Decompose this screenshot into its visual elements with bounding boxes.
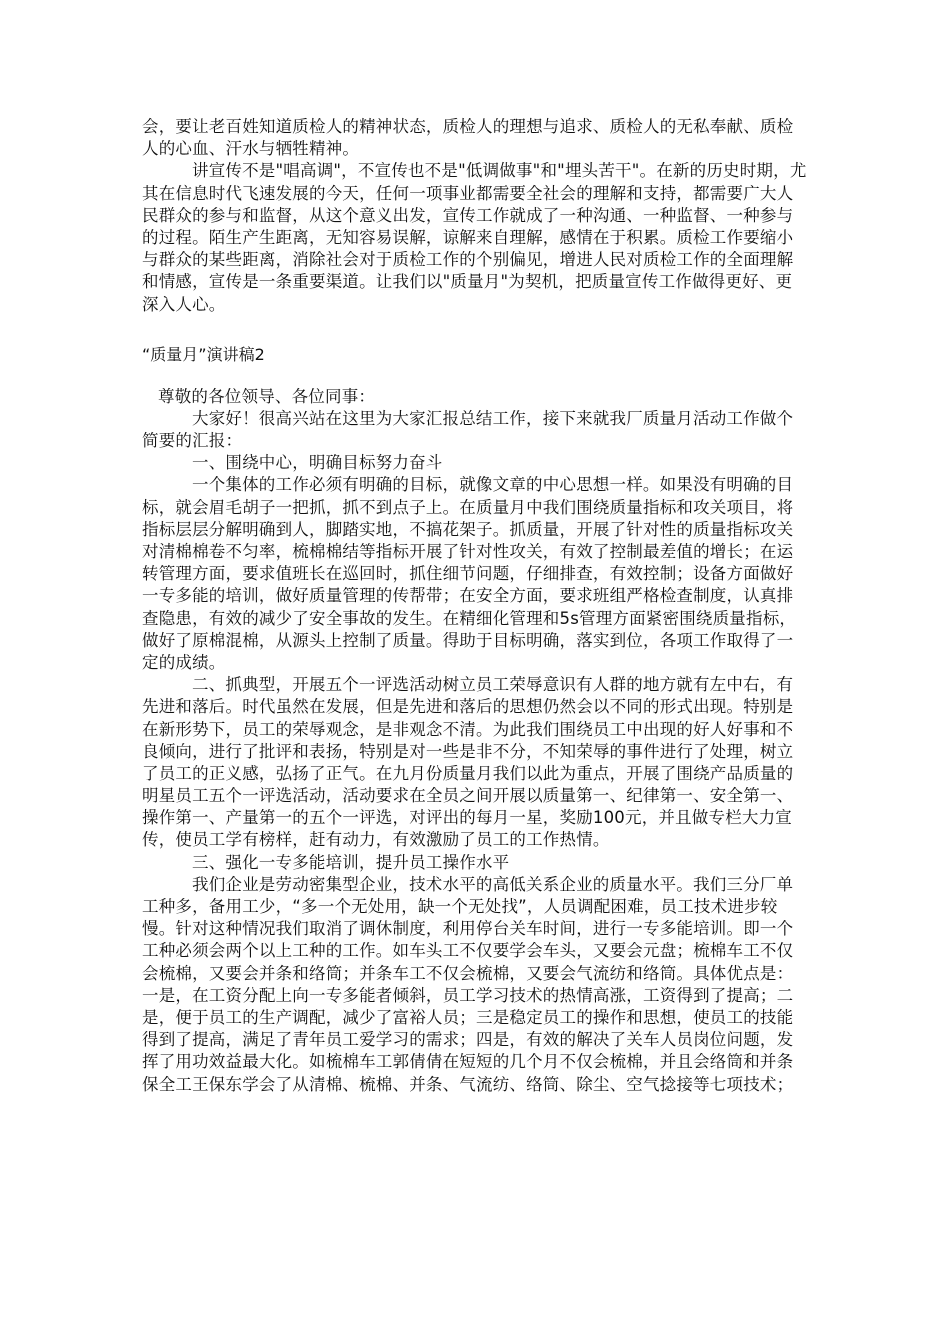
- text-line: 了员工的正义感，弘扬了正气。在九月份质量月我们以此为重点，开展了围绕产品质量的: [142, 763, 794, 783]
- text-line: 与群众的某些距离，消除社会对于质检工作的个别偏见，增进人民对质检工作的全面理解: [142, 250, 794, 270]
- text-line: 简要的汇报：: [142, 431, 243, 451]
- text-line: 良倾向，进行了批评和表扬，特别是对一些是非不分，不知荣辱的事件进行了处理，树立: [142, 741, 794, 761]
- text-line: 指标层层分解明确到人，脚踏实地，不搞花架子。抓质量，开展了针对性的质量指标攻关: [142, 519, 794, 539]
- text-line: 民群众的参与和监督，从这个意义出发，宣传工作就成了一种沟通、一种监督、一种参与: [142, 205, 794, 225]
- subheading-three: 三、强化一专多能培训，提升员工操作水平: [192, 852, 510, 872]
- text-line: 定的成绩。: [142, 652, 226, 672]
- text-line: 慢。针对这种情况我们取消了调休制度，利用停台关车时间，进行一专多能培训。即一个: [142, 919, 794, 939]
- paragraph-goals: [142, 474, 812, 674]
- text-line: 挥了用功效益最大化。如梳棉车工郭倩倩在短短的几个月不仅会梳棉，并且会络筒和并条: [142, 1052, 794, 1072]
- paragraph-intro: [142, 116, 812, 160]
- greeting: 尊敬的各位领导、各位同事：: [158, 386, 376, 406]
- text-line: 明星员工五个一评选活动，活动要求在全员之间开展以质量第一、纪律第一、安全第一、: [142, 786, 794, 806]
- text-line: 一个集体的工作必须有明确的目标，就像文章的中心思想一样。如果没有明确的目: [192, 475, 794, 495]
- text-line: 一是，在工资分配上向一专多能者倾斜，员工学习技术的热情高涨，工资得到了提高；二: [142, 985, 794, 1005]
- text-line: 大家好！很高兴站在这里为大家汇报总结工作，接下来就我厂质量月活动工作做个: [192, 408, 794, 428]
- text-line: 讲宣传不是"唱高调"，不宣传也不是"低调做事"和"埋头苦干"。在新的历史时期，尤: [192, 161, 807, 181]
- text-line: 得到了提高，满足了青年员工爱学习的需求；四是，有效的解决了关车人员岗位问题，发: [142, 1030, 794, 1050]
- text-line: 二、抓典型，开展五个一评选活动树立员工荣辱意识有人群的地方就有左中右，有: [192, 675, 794, 695]
- text-line: 人的心血、汗水与牺牲精神。: [142, 139, 360, 159]
- text-line: 在新形势下，员工的荣辱观念，是非观念不清。为此我们围绕员工中出现的好人好事和不: [142, 719, 794, 739]
- text-line: 标，就会眉毛胡子一把抓，抓不到点子上。在质量月中我们围绕质量指标和攻关项目，将: [142, 497, 794, 517]
- paragraph-typical: [142, 674, 812, 852]
- text-line: 查隐患，有效的减少了安全事故的发生。在精细化管理和5s管理方面紧密围绕质量指标，: [142, 608, 797, 628]
- text-line: 深入人心。: [142, 294, 226, 314]
- text-line: 和情感，宣传是一条重要渠道。让我们以"质量月"为契机，把质量宣传工作做得更好、更: [142, 272, 793, 292]
- text-line: 工种必须会两个以上工种的工作。如车头工不仅要学会车头，又要会元盘；梳棉车工不仅: [142, 941, 794, 961]
- text-line: 做好了原棉混棉，从源头上控制了质量。得助于目标明确，落实到位，各项工作取得了一: [142, 630, 794, 650]
- text-line: 保全工王保东学会了从清棉、梳棉、并条、气流纺、络筒、除尘、空气捻接等七项技术；: [142, 1074, 794, 1094]
- document-page: [142, 116, 812, 1096]
- text-line: 工种多，备用工少，“多一个无处用，缺一个无处找”，人员调配困难，员工技术进步较: [142, 897, 778, 916]
- text-line: 先进和落后。时代虽然在发展，但是先进和落后的思想仍然会以不同的形式出现。特别是: [142, 697, 794, 717]
- section-title: “质量月”演讲稿2: [142, 344, 265, 364]
- text-line: 操作第一、产量第一的五个一评选，对评出的每月一星，奖励100元，并且做专栏大力宣: [142, 808, 792, 828]
- paragraph-publicity: [142, 160, 812, 315]
- text-line: 我们企业是劳动密集型企业，技术水平的高低关系企业的质量水平。我们三分厂单: [192, 874, 794, 894]
- paragraph-training: [142, 874, 812, 1096]
- paragraph-opening: [142, 408, 812, 452]
- text-line: 会，要让老百姓知道质检人的精神状态，质检人的理想与追求、质检人的无私奉献、质检: [142, 117, 794, 136]
- text-line: 的过程。陌生产生距离，无知容易误解，谅解来自理解，感情在于积累。质检工作要缩小: [142, 227, 794, 247]
- text-line: 会梳棉，又要会并条和络筒；并条车工不仅会梳棉，又要会气流纺和络筒。具体优点是：: [142, 963, 794, 983]
- text-line: 转管理方面，要求值班长在巡回时，抓住细节问题，仔细排查，有效控制；设备方面做好: [142, 564, 794, 584]
- text-line: 其在信息时代飞速发展的今天，任何一项事业都需要全社会的理解和支持，都需要广大人: [142, 183, 794, 203]
- text-line: 对清棉棉卷不匀率，梳棉棉结等指标开展了针对性攻关，有效了控制最差值的增长；在运: [142, 542, 794, 561]
- subheading-one: 一、围绕中心，明确目标努力奋斗: [192, 453, 443, 473]
- text-line: 是，便于员工的生产调配，减少了富裕人员；三是稳定员工的操作和思想，使员工的技能: [142, 1007, 794, 1027]
- text-line: 一专多能的培训，做好质量管理的传帮带；在安全方面，要求班组严格检查制度，认真排: [142, 586, 794, 606]
- text-line: 传，使员工学有榜样，赶有动力，有效激励了员工的工作热情。: [142, 830, 610, 850]
